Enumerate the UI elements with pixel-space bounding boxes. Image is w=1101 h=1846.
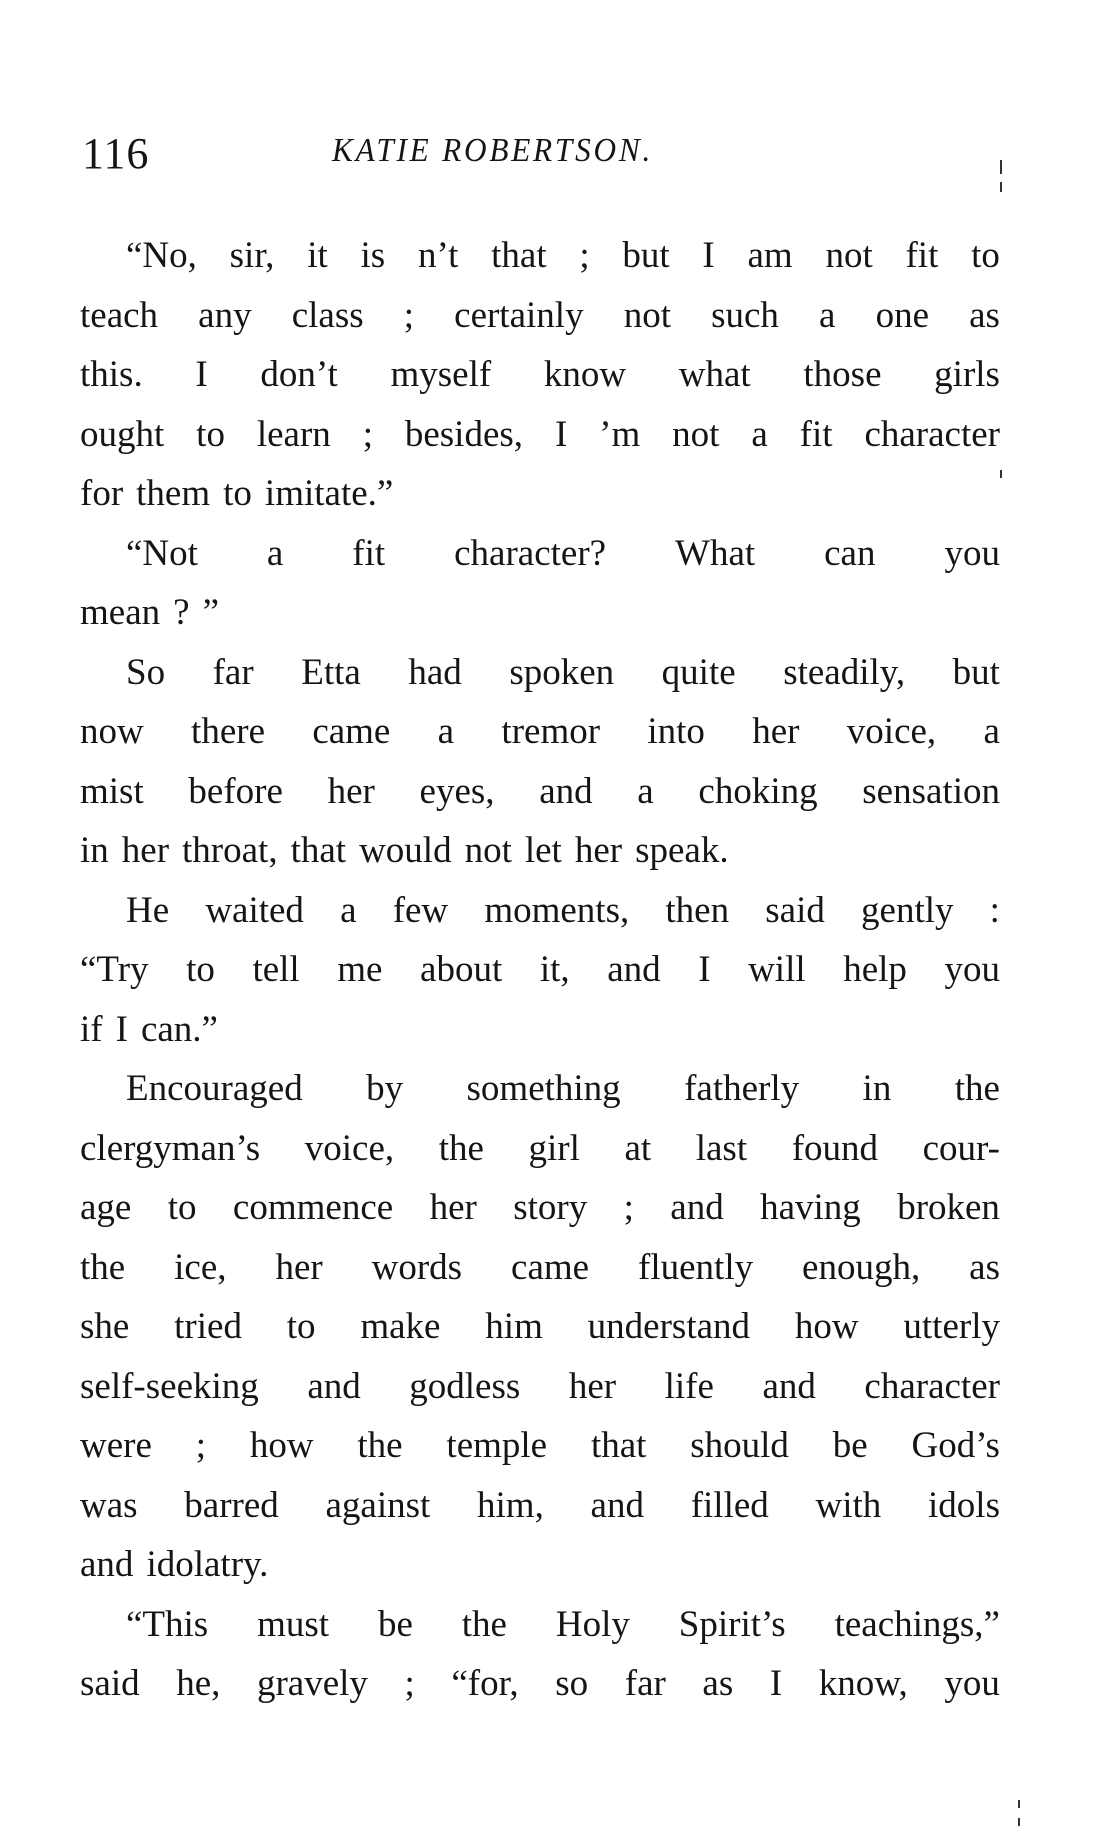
scan-mark (1000, 182, 1002, 192)
body-text (80, 226, 1000, 1714)
text-line: said he, gravely ; “for, so far as I know, you (80, 1663, 1000, 1704)
text-line: “Not a fit character? What can you (126, 532, 1000, 574)
scan-mark (1018, 1800, 1020, 1808)
text-line: “No, sir, it is n’t that ; but I am not fit to (126, 235, 1000, 276)
text-line: So far Etta had spoken quite steadily, but (126, 651, 1000, 693)
text-line: “This must be the Holy Spirit’s teachings,” (126, 1603, 1000, 1645)
text-line: for them to imitate.” (80, 473, 394, 514)
scan-mark (1000, 470, 1002, 478)
text-line: ought to learn ; besides, I ’m not a fit character (80, 413, 1000, 455)
text-line: He waited a few moments, then said gently : (126, 889, 1000, 931)
text-line: the ice, her words came fluently enough, as (80, 1246, 1000, 1288)
scan-mark (1018, 1818, 1020, 1826)
running-head (82, 128, 1002, 178)
text-line: self-seeking and godless her life and character (80, 1365, 1000, 1407)
text-line: this. I don’t myself know what those girls (80, 354, 1000, 395)
text-line: she tried to make him understand how utterly (80, 1306, 1000, 1347)
text-line: and idolatry. (80, 1544, 269, 1585)
text-line: teach any class ; certainly not such a one as (80, 294, 1000, 336)
text-line: Encouraged by something fatherly in the (126, 1068, 1000, 1109)
text-line: clergyman’s voice, the girl at last found cour- (80, 1127, 1000, 1169)
text-line: “Try to tell me about it, and I will help you (80, 949, 1000, 990)
scan-mark (1000, 160, 1002, 174)
text-line: was barred against him, and filled with idols (80, 1484, 1000, 1526)
text-line: mean ? ” (80, 592, 219, 633)
text-line: age to commence her story ; and having broken (80, 1187, 1000, 1228)
running-title: KATIE ROBERTSON. (332, 132, 654, 169)
text-line: if I can.” (80, 1008, 218, 1050)
text-line: in her throat, that would not let her speak. (80, 830, 729, 871)
text-line: were ; how the temple that should be God’s (80, 1425, 1000, 1466)
text-line: mist before her eyes, and a choking sensation (80, 770, 1000, 812)
page-number: 116 (82, 129, 150, 178)
text-line: now there came a tremor into her voice, a (80, 711, 1000, 752)
